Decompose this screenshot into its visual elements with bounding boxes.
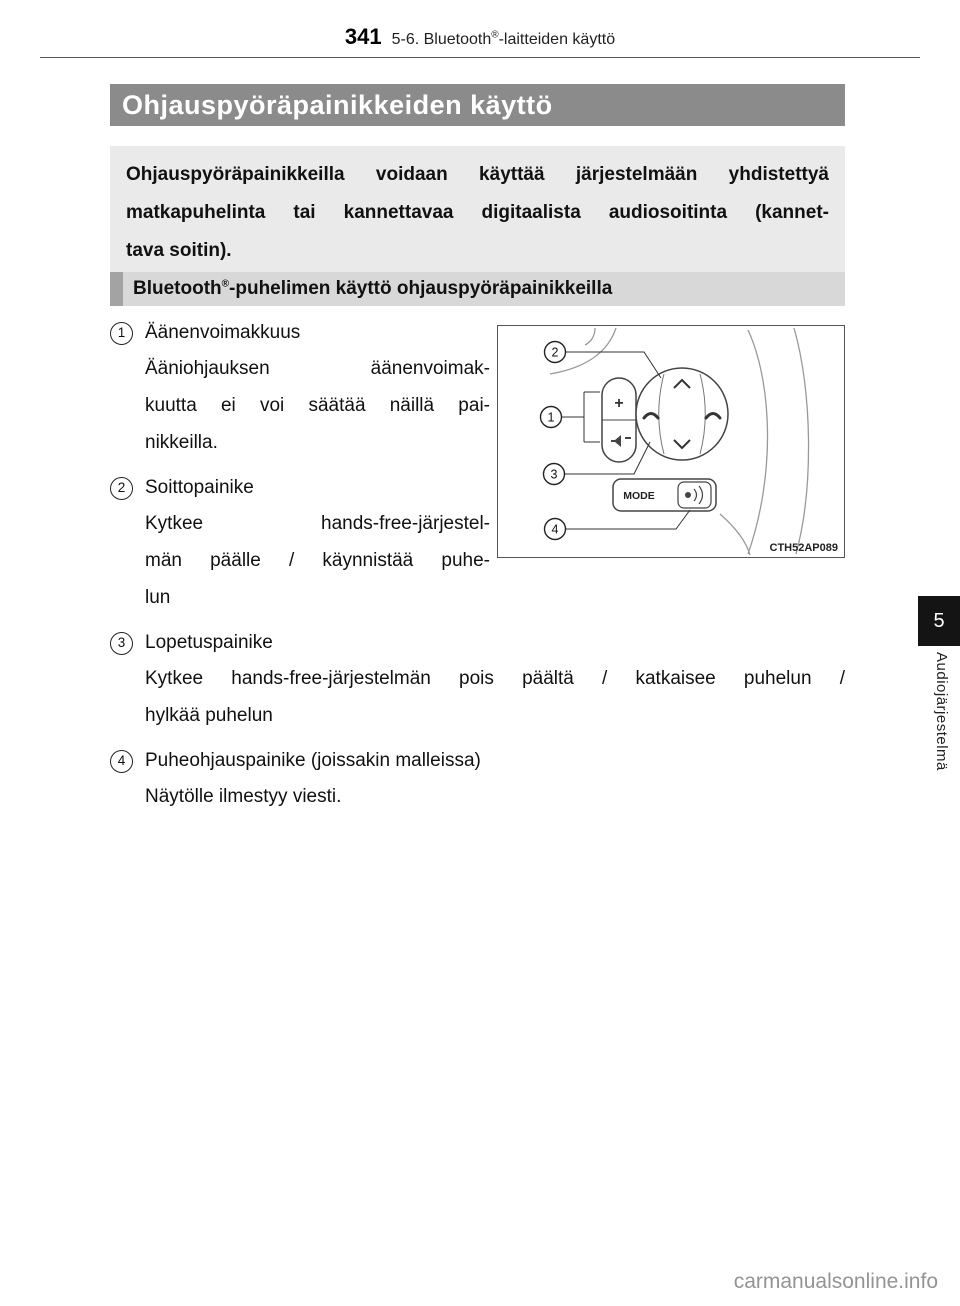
list-item-body — [145, 505, 490, 616]
figure-caption: CTH52AP089 — [769, 542, 838, 554]
figure-callout-1: 1 — [547, 410, 555, 425]
mode-label: MODE — [623, 490, 655, 502]
steering-wheel-controls-figure — [497, 325, 845, 558]
figure-callout-3: 3 — [550, 467, 558, 482]
figure-callout-2: 2 — [551, 345, 559, 360]
phone-control-pad — [636, 368, 728, 460]
subsection-accent-bar — [110, 272, 123, 306]
section-title-text: 5-6. Bluetooth — [391, 31, 492, 48]
running-header — [0, 24, 960, 50]
list-item-head — [110, 628, 845, 658]
callout-number-1: 1 — [110, 322, 133, 345]
page-title: Ohjauspyöräpainikkeiden käyttö — [110, 84, 845, 126]
subsection-title — [123, 278, 612, 300]
body-line: Kytkee hands-free-järjestelmän pois päältä / katkaisee puhelun / — [145, 668, 845, 689]
steering-wheel-diagram — [498, 326, 844, 557]
watermark: carmanualsonline.info — [733, 1270, 938, 1293]
body-line: hylkää puhelun — [145, 705, 273, 726]
subsection-header — [110, 272, 845, 306]
list-item-title: Soittopainike — [145, 477, 254, 498]
volume-up-label: + — [614, 395, 624, 412]
body-line: Näytölle ilmestyy viesti. — [145, 786, 342, 807]
body-line: Kytkee hands-free-järjestel- — [145, 513, 490, 534]
volume-rocker — [602, 378, 636, 462]
callout-number-2: 2 — [110, 477, 133, 500]
chapter-side-label: Audiojärjestelmä — [933, 652, 950, 771]
list-item-head — [110, 746, 845, 776]
body-line: kuutta ei voi säätää näillä pai- — [145, 395, 490, 416]
section-title — [392, 31, 616, 48]
mode-bar — [613, 479, 716, 511]
list-item-body — [145, 778, 845, 815]
intro-line: Ohjauspyöräpainikkeilla voidaan käyttää järjestelmään yhdistettyä — [126, 164, 829, 185]
list-item-body — [145, 660, 845, 734]
list-item-body — [145, 350, 490, 461]
section-title-suffix: -laitteiden käyttö — [498, 31, 616, 48]
registered-mark: ® — [491, 29, 499, 41]
voice-button — [678, 482, 711, 508]
list-item-title: Lopetuspainike — [145, 632, 273, 653]
intro-box — [110, 146, 845, 282]
body-line: lun — [145, 587, 171, 608]
list-item — [110, 746, 845, 815]
subsection-title-text: Bluetooth — [133, 278, 222, 299]
list-item-title: Äänenvoimakkuus — [145, 322, 301, 343]
subsection-title-suffix: -puhelimen käyttö ohjauspyöräpainikkeilla — [229, 278, 613, 299]
intro-line: matkapuhelinta tai kannettavaa digitaalista audiosoitinta (kannet- — [126, 202, 829, 223]
header-divider — [40, 57, 920, 58]
list-item-title: Puheohjauspainike (joissakin malleissa) — [145, 750, 481, 771]
figure-callout-4: 4 — [551, 522, 559, 537]
chapter-tab: 5 — [918, 596, 960, 646]
callout-number-4: 4 — [110, 750, 133, 773]
body-line: män päälle / käynnistää puhe- — [145, 550, 490, 571]
callout-number-3: 3 — [110, 632, 133, 655]
registered-mark: ® — [221, 278, 230, 290]
list-item — [110, 628, 845, 734]
page-number: 341 — [344, 24, 382, 49]
body-line: Ääniohjauksen äänenvoimak- — [145, 358, 490, 379]
intro-line: tava soitin). — [126, 240, 232, 261]
body-line: nikkeilla. — [145, 432, 218, 453]
